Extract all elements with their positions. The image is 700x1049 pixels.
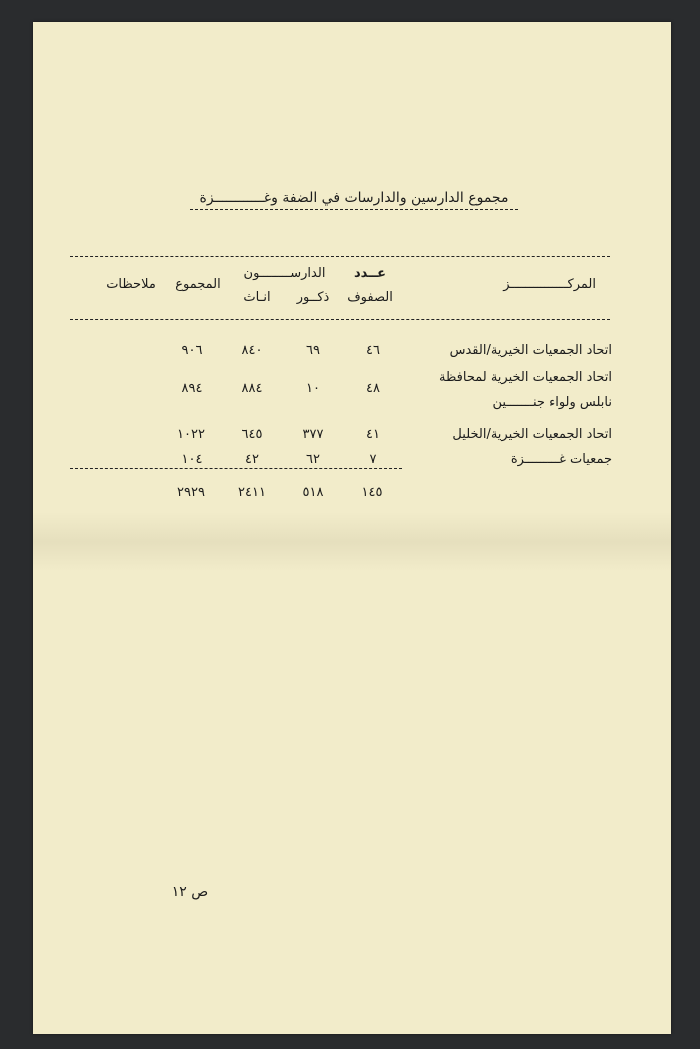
page-number: ص ١٢	[171, 884, 209, 900]
totals-classes: ١٤٥	[361, 485, 383, 500]
totals-rule	[70, 468, 402, 469]
row-4-male: ٦٢	[306, 452, 320, 467]
row-4-total: ١٠٤	[181, 452, 203, 467]
header-total: المجموع	[175, 277, 221, 292]
row-4-female: ٤٢	[245, 452, 259, 467]
row-1-total: ٩٠٦	[181, 343, 203, 358]
header-classes-line2: الصفوف	[347, 290, 393, 305]
row-3-female: ٦٤٥	[241, 427, 263, 442]
row-4-center: جمعيات غـــــــــزة	[510, 452, 612, 467]
row-2-center: اتحاد الجمعيات الخيرية لمحافظة	[439, 370, 612, 385]
document-page	[33, 22, 671, 1034]
row-3-classes: ٤١	[366, 427, 380, 442]
row-2-center-line2: نابلس ولواء جنـــــــين	[492, 395, 612, 410]
row-1-female: ٨٤٠	[241, 343, 263, 358]
header-bottom-rule	[70, 319, 610, 320]
page-title: مجموع الدارسين والدارسات في الضفة وغــــــــــــزة	[190, 190, 518, 210]
paper-fold	[33, 512, 671, 572]
row-1-male: ٦٩	[306, 343, 320, 358]
row-2-male: ١٠	[306, 381, 320, 396]
totals-female: ٢٤١١	[238, 485, 266, 500]
header-male: ذكــور	[296, 290, 330, 305]
row-2-classes: ٤٨	[366, 381, 380, 396]
row-3-total: ١٠٢٢	[177, 427, 205, 442]
row-3-center: اتحاد الجمعيات الخيرية/الخليل	[452, 427, 612, 442]
header-female: انـاث	[243, 290, 271, 305]
row-2-female: ٨٨٤	[241, 381, 263, 396]
header-students-group: الدارســــــــون	[243, 266, 326, 281]
row-1-center: اتحاد الجمعيات الخيرية/القدس	[449, 343, 612, 358]
header-top-rule	[70, 256, 610, 257]
header-classes-line1: عــدد	[354, 266, 386, 281]
header-center: المركـــــــــــــــز	[503, 277, 596, 292]
row-4-classes: ٧	[369, 452, 377, 467]
row-1-classes: ٤٦	[366, 343, 380, 358]
totals-male: ٥١٨	[302, 485, 324, 500]
row-3-male: ٣٧٧	[302, 427, 324, 442]
header-notes: ملاحظات	[106, 277, 156, 292]
row-2-total: ٨٩٤	[181, 381, 203, 396]
totals-total: ٢٩٢٩	[177, 485, 205, 500]
